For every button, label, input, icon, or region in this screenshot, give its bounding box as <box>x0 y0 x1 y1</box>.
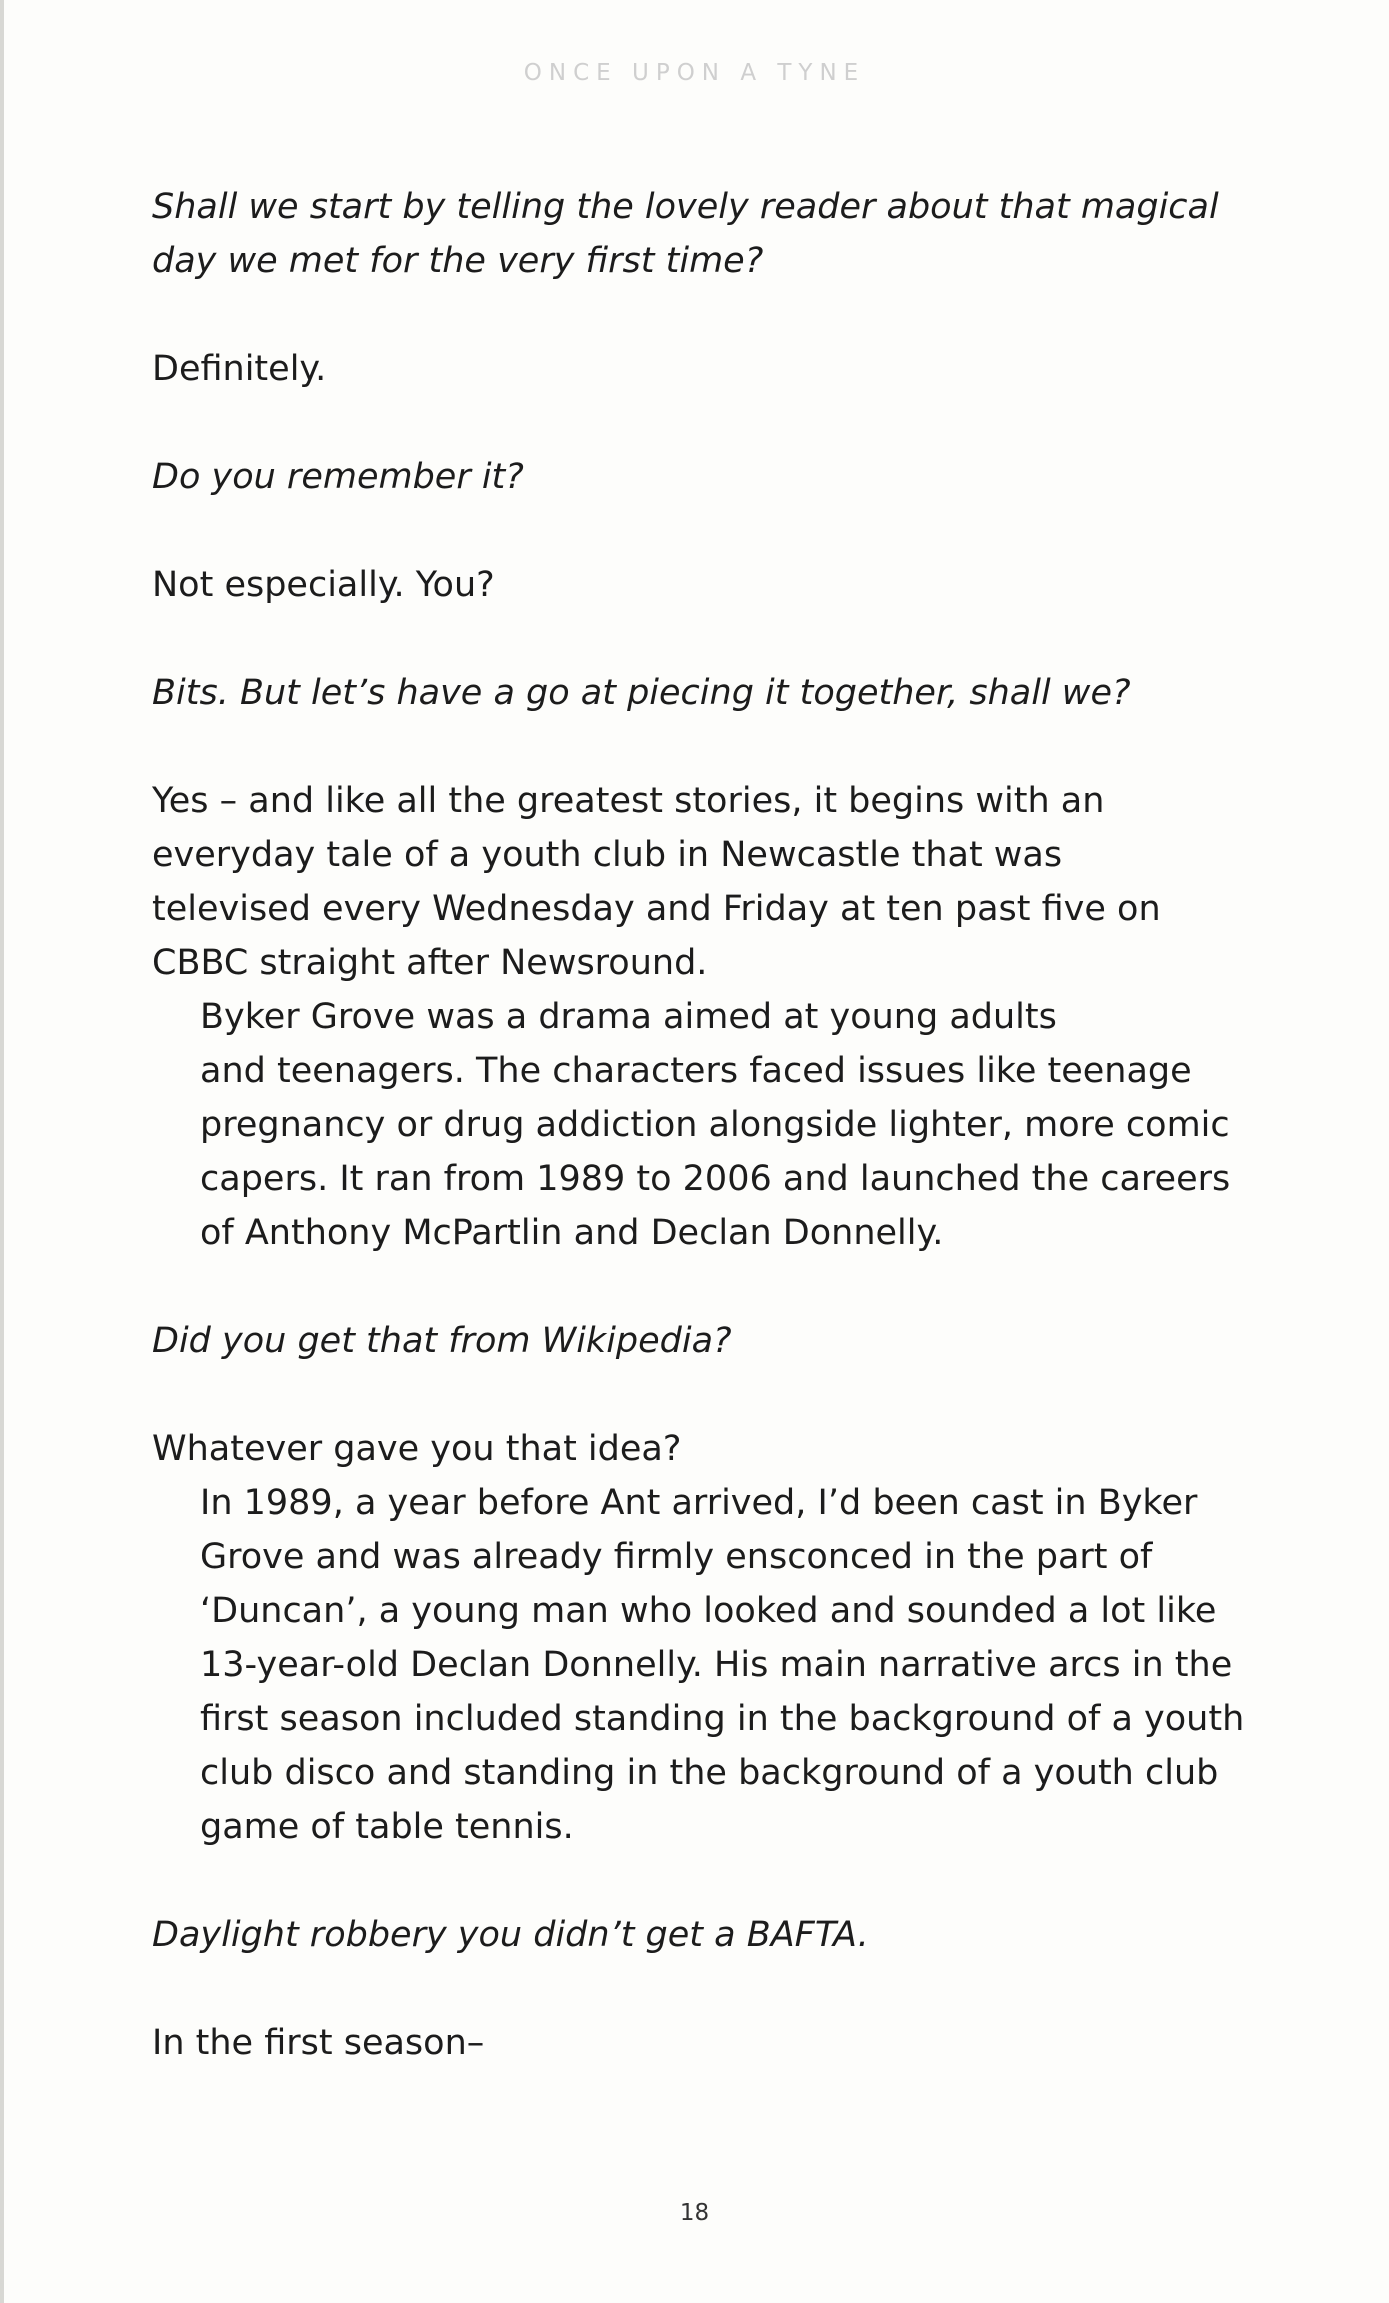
text-line: club disco and standing in the background of a youth club <box>200 1753 1219 1793</box>
answer-paragraph <box>152 558 1257 612</box>
text-line: pregnancy or drug addiction alongside lighter, more comic <box>200 1105 1230 1145</box>
text-line: televised every Wednesday and Friday at ten past five on <box>152 889 1161 929</box>
page-spine-edge <box>0 0 4 2303</box>
text-line: game of table tennis. <box>200 1807 574 1847</box>
text-line: everyday tale of a youth club in Newcastle that was <box>152 835 1063 875</box>
text-line: first season included standing in the background of a youth <box>200 1699 1245 1739</box>
text-line: Definitely. <box>152 349 327 389</box>
text-line: day we met for the very first time? <box>152 241 764 281</box>
answer-paragraph <box>152 2016 1257 2070</box>
answer-paragraph <box>152 342 1257 396</box>
text-line: ‘Duncan’, a young man who looked and sounded a lot like <box>200 1591 1217 1631</box>
page-number: 18 <box>679 2200 710 2226</box>
text-line: Bits. But let’s have a go at piecing it together, shall we? <box>152 673 1131 713</box>
text-line: Shall we start by telling the lovely reader about that magical <box>152 187 1219 227</box>
answer-paragraph <box>152 1422 1257 1476</box>
text-line: Whatever gave you that idea? <box>152 1429 682 1469</box>
text-line: capers. It ran from 1989 to 2006 and launched the careers <box>200 1159 1231 1199</box>
text-line: Did you get that from Wikipedia? <box>152 1321 732 1361</box>
running-head: ONCE UPON A TYNE <box>523 60 866 86</box>
question-paragraph <box>152 180 1257 288</box>
text-line: In 1989, a year before Ant arrived, I’d been cast in Byker <box>200 1483 1198 1523</box>
answer-paragraph <box>152 1476 1257 1854</box>
text-line: of Anthony McPartlin and Declan Donnelly. <box>200 1213 944 1253</box>
question-paragraph <box>152 666 1257 720</box>
question-paragraph <box>152 1908 1257 1962</box>
text-line: Yes – and like all the greatest stories, it begins with an <box>152 781 1105 821</box>
text-line: Byker Grove was a drama aimed at young adults <box>200 997 1057 1037</box>
question-paragraph <box>152 1314 1257 1368</box>
text-line: Grove and was already firmly ensconced in the part of <box>200 1537 1153 1577</box>
text-line: 13-year-old Declan Donnelly. His main narrative arcs in the <box>200 1645 1233 1685</box>
answer-paragraph <box>152 774 1257 990</box>
text-line: CBBC straight after Newsround. <box>152 943 708 983</box>
question-paragraph <box>152 450 1257 504</box>
answer-paragraph <box>152 990 1257 1260</box>
text-line: In the first season– <box>152 2023 485 2063</box>
text-line: Not especially. You? <box>152 565 495 605</box>
text-line: Do you remember it? <box>152 457 524 497</box>
text-line: Daylight robbery you didn’t get a BAFTA. <box>152 1915 869 1955</box>
body-text <box>152 180 1257 2070</box>
text-line: and teenagers. The characters faced issues like teenage <box>200 1051 1192 1091</box>
